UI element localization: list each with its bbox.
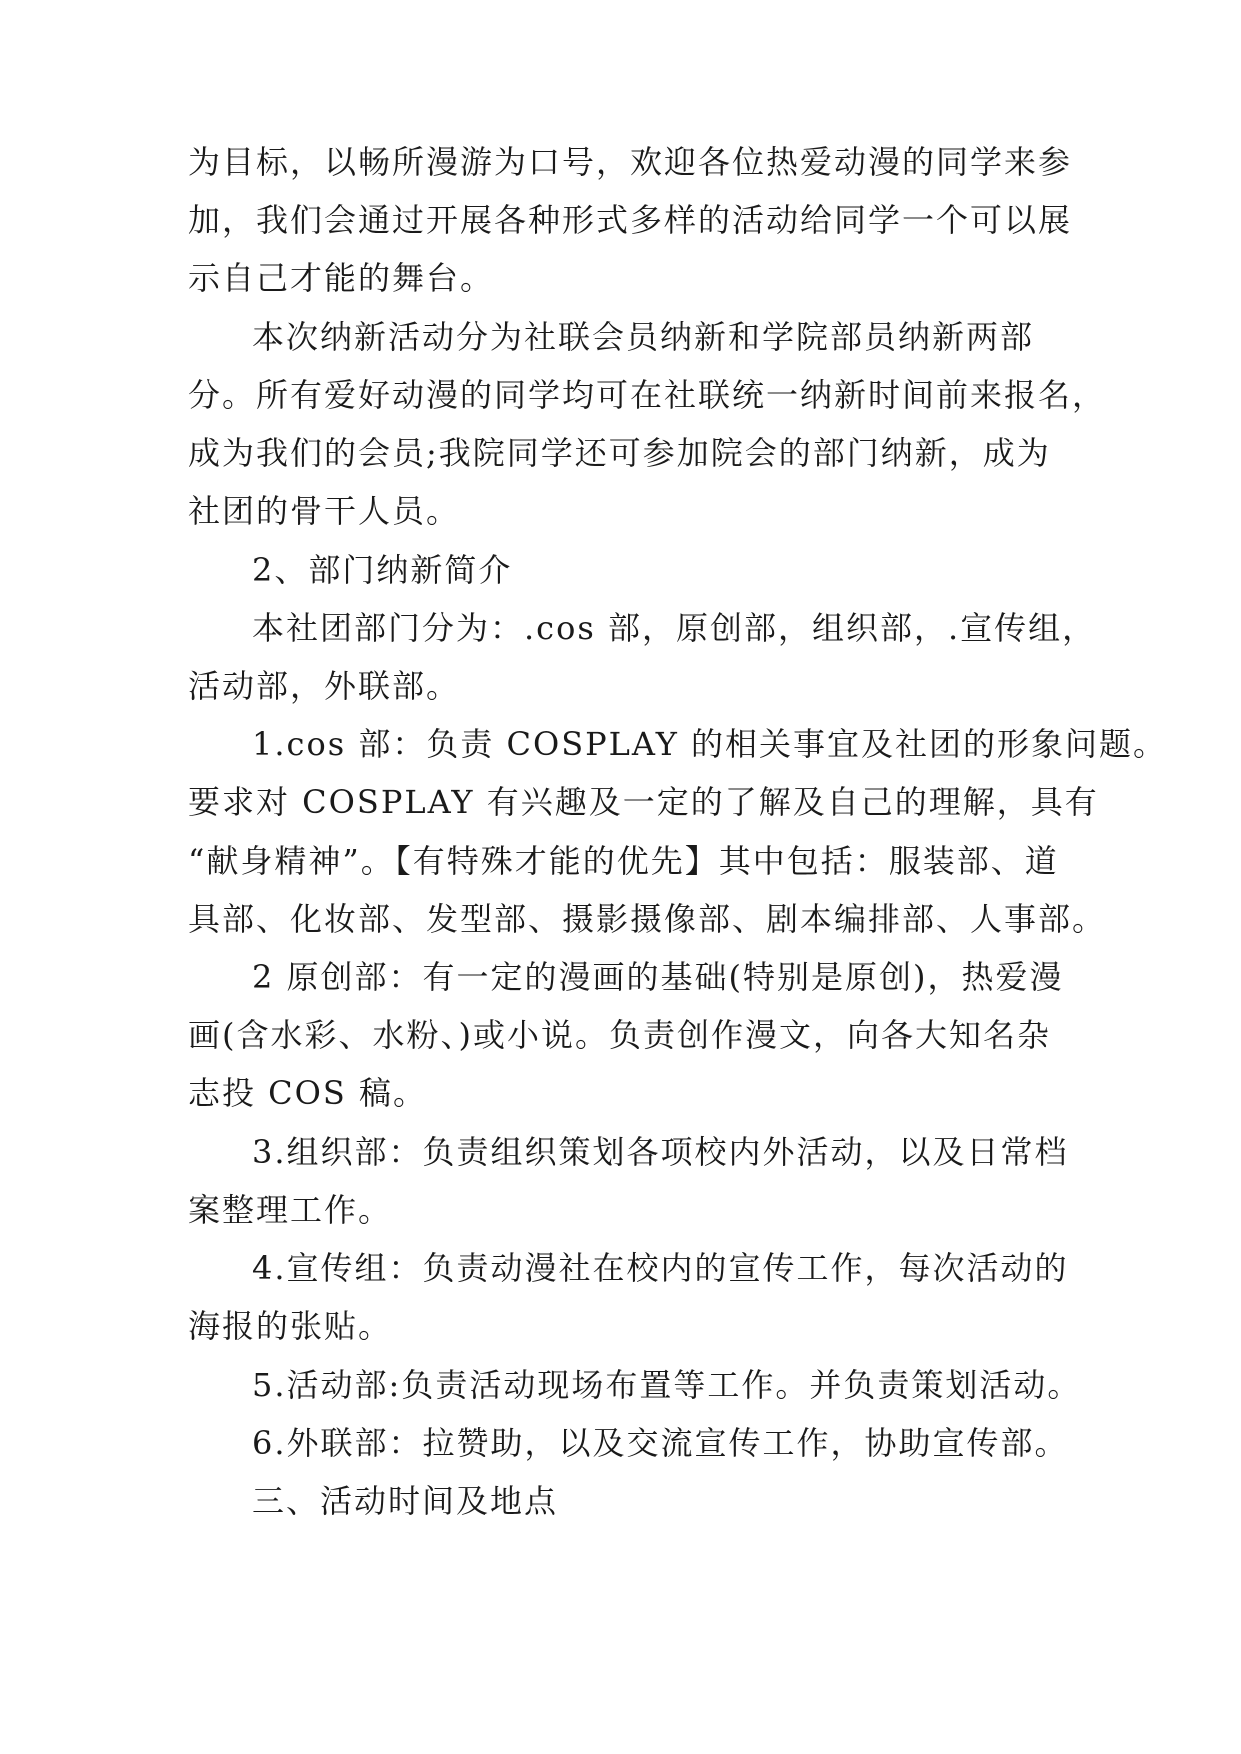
paragraph-line: 活动部，外联部。 xyxy=(188,667,461,705)
paragraph-line: 示自己才能的舞台。 xyxy=(188,259,495,297)
paragraph-line: 为目标，以畅所漫游为口号，欢迎各位热爱动漫的同学来参 xyxy=(188,143,1073,181)
paragraph-line: 成为我们的会员;我院同学还可参加院会的部门纳新，成为 xyxy=(188,434,1051,472)
section-heading: 2、部门纳新简介 xyxy=(252,551,513,589)
section-heading: 三、活动时间及地点 xyxy=(252,1482,559,1520)
list-item-line: 5.活动部:负责活动现场布置等工作。并负责策划活动。 xyxy=(252,1366,1082,1404)
list-item-line: 画(含水彩、水粉、)或小说。负责创作漫文，向各大知名杂 xyxy=(188,1016,1051,1054)
list-item-line: 3.组织部：负责组织策划各项校内外活动，以及日常档 xyxy=(252,1133,1069,1171)
list-item-line: 具部、化妆部、发型部、摄影摄像部、剧本编排部、人事部。 xyxy=(188,900,1107,938)
paragraph-line: 加，我们会通过开展各种形式多样的活动给同学一个可以展 xyxy=(188,201,1073,239)
list-item-line: “献身精神”。【有特殊才能的优先】其中包括：服装部、道 xyxy=(188,842,1059,880)
list-item-line: 1.cos 部：负责 COSPLAY 的相关事宜及社团的形象问题。 xyxy=(252,725,1168,763)
list-item-line: 海报的张贴。 xyxy=(188,1307,393,1345)
list-item-line: 6.外联部：拉赞助，以及交流宣传工作，协助宣传部。 xyxy=(252,1424,1069,1462)
list-item-line: 志投 COS 稿。 xyxy=(188,1074,427,1112)
paragraph-line: 分。所有爱好动漫的同学均可在社联统一纳新时间前来报名， xyxy=(188,376,1107,414)
list-item-line: 4.宣传组：负责动漫社在校内的宣传工作，每次活动的 xyxy=(252,1249,1069,1287)
paragraph-line: 社团的骨干人员。 xyxy=(188,492,461,530)
list-item-line: 2 原创部：有一定的漫画的基础(特别是原创)，热爱漫 xyxy=(252,958,1064,996)
paragraph-line: 本社团部门分为：.cos 部，原创部，组织部，.宣传组， xyxy=(252,609,1097,647)
paragraph-line: 本次纳新活动分为社联会员纳新和学院部员纳新两部 xyxy=(252,318,1035,356)
list-item-line: 要求对 COSPLAY 有兴趣及一定的了解及自己的理解，具有 xyxy=(188,783,1099,821)
list-item-line: 案整理工作。 xyxy=(188,1191,393,1229)
